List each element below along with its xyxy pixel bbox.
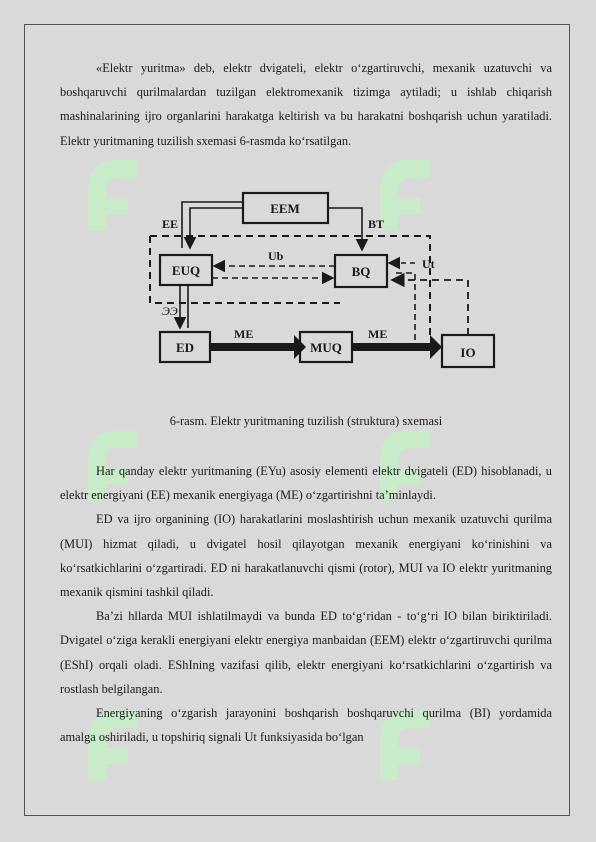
signal-me-1: ME xyxy=(234,327,254,341)
block-muq-label: MUQ xyxy=(310,340,342,355)
paragraph: Har qanday elektr yuritmaning (EYu) asosiy elementi elektr dvigateli (ED) hisoblanadi, u elektr energiyani (EE) mexanik energiyaga (ME) oʻzgartirishni taʼminlaydi. xyxy=(60,464,552,503)
block-io-label: IO xyxy=(460,345,476,360)
paragraph: Energiyaning oʻzgarish jarayonini boshqarish boshqaruvchi qurilma (BI) yordamida amalga oshiriladi, u topshiriq signali Ut funksiyasida boʻlgan xyxy=(60,706,552,745)
block-euq-label: EUQ xyxy=(171,263,201,278)
figure-caption: 6-rasm. Elektr yuritmaning tuzilish (struktura) sxemasi xyxy=(169,414,443,428)
block-ed-label: ED xyxy=(175,340,195,355)
line-eem-euq xyxy=(182,202,243,248)
signal-ut: Ut xyxy=(422,257,435,271)
signal-me-2: ME xyxy=(368,327,388,341)
body-text xyxy=(60,459,552,749)
arrow-me-1 xyxy=(210,343,296,351)
paragraph: Baʼzi hllarda MUI ishlatilmaydi va bunda ED toʻgʻridan - toʻgʻri IO bilan biriktiriladi. Dvigatel oʻziga kerakli energiyani elektr energiya manbaidan (EEM) elektr oʻzgartiruvchi qurilma (EShI) orqali oladi. EShIning vazifasi qilib, elektr energiyani koʻrsatkichlarini oʻzgartirish va rostlash belgilangan. xyxy=(60,609,552,696)
line-eem-euq-2 xyxy=(190,208,243,248)
signal-ee: EE xyxy=(162,217,179,231)
intro-text xyxy=(60,56,552,153)
structure-diagram xyxy=(130,188,530,378)
block-bq-label: BQ xyxy=(351,264,371,279)
signal-ee2: ЭЭ xyxy=(162,304,178,318)
line-eem-bq xyxy=(328,208,362,250)
signal-bt: BT xyxy=(368,217,385,231)
paragraph: «Elektr yuritma» deb, elektr dvigateli, elektr oʻzgartiruvchi, mexanik uzatuvchi va boshqaruvchi qurilmalardan tuzilgan elektromexanik tizimga aytiladi; u ishlab chiqarish mashinalarining ijro organlarini harakatga keltirish va bu harakatni boshqarish uchun yaratiladi. Elektr yuritmaning tuzilish sxemasi 6-rasmda koʻrsatilgan. xyxy=(60,61,552,148)
arrow-me-2 xyxy=(352,343,432,351)
paragraph: ED va ijro organining (IO) harakatlarini moslashtirish uchun mexanik uzatuvchi qurilma (MUI) hizmat qiladi, u dvigatel hosil qilayotgan mexanik energiyani koʻrinishini va koʻrsatkichlarini oʻzgartiradi. ED ni harakatlanuvchi qismi (rotor), MUI va IO elektr yuritmaning mexanik qismini tashkil qiladi. xyxy=(60,512,552,600)
block-eem-label: EEM xyxy=(270,201,300,216)
line-ed-feedback xyxy=(392,273,415,340)
signal-ub: Ub xyxy=(268,249,284,263)
